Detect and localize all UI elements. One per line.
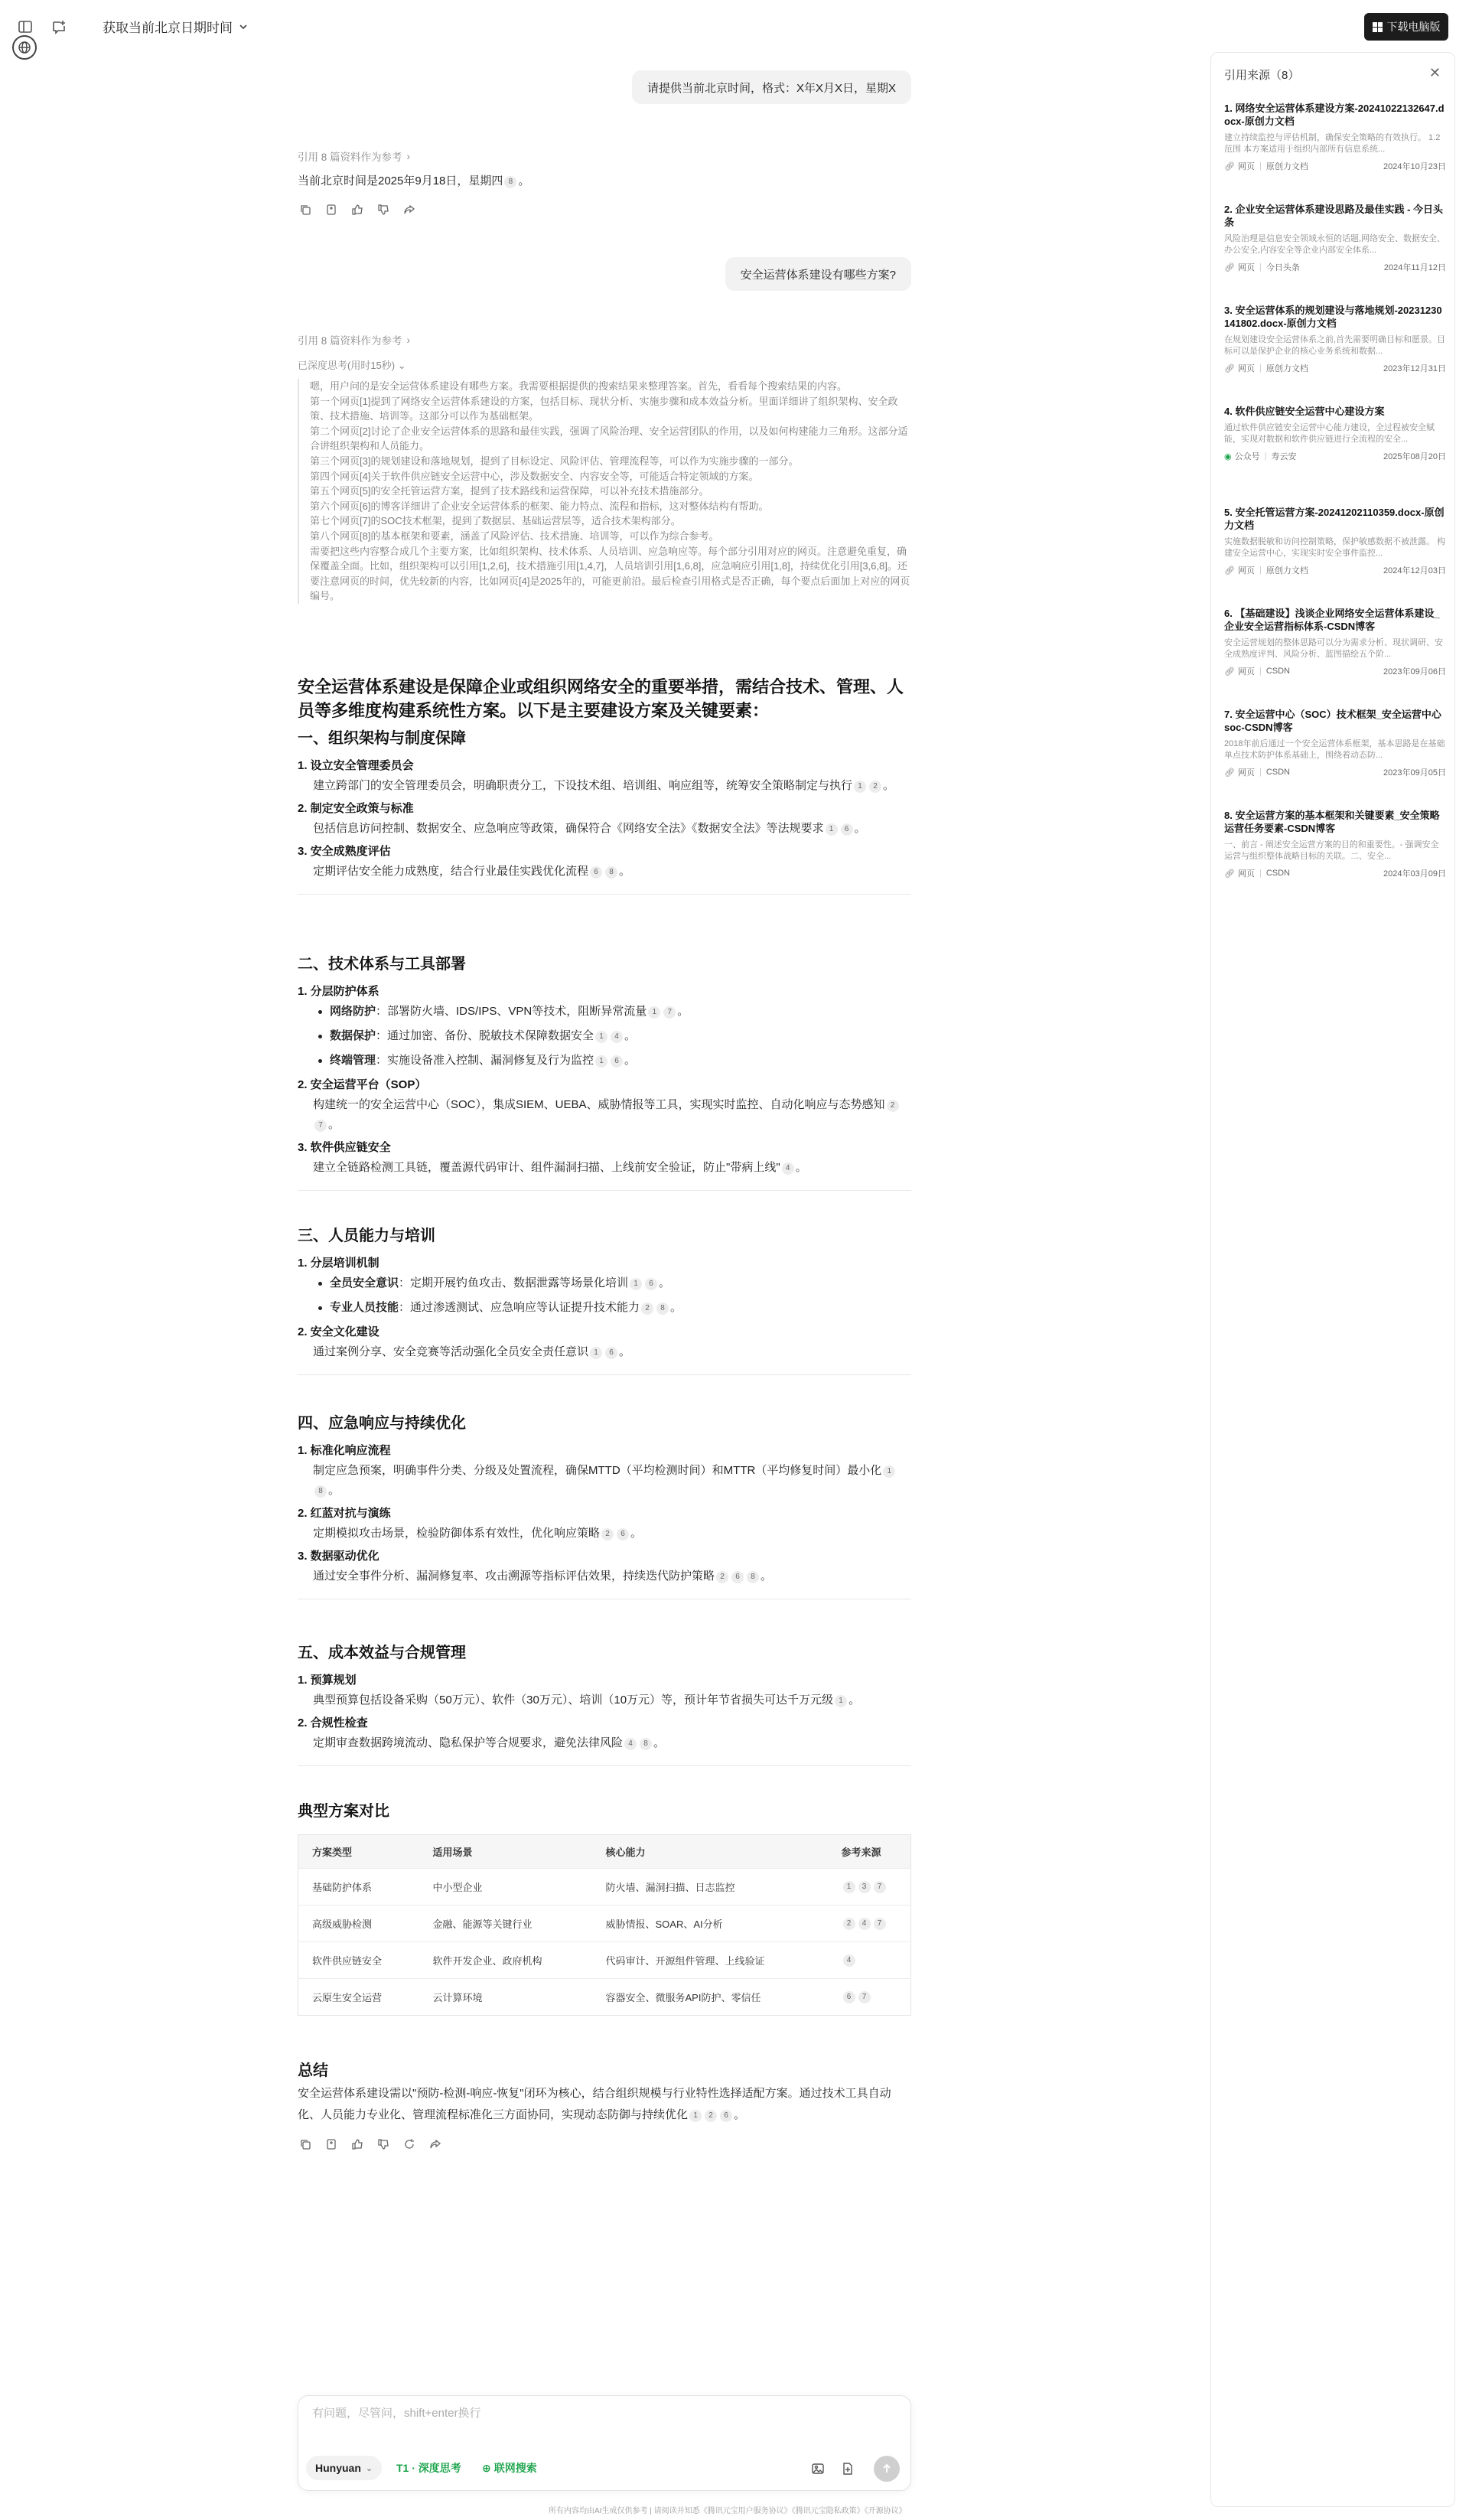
item-description: 建立全链路检测工具链，覆盖源代码审计、组件漏洞扫描、上线前安全验证，防止"带病上线" 4 。 bbox=[313, 1161, 807, 1174]
table-row bbox=[298, 1905, 911, 1942]
bullet-text: ：通过渗透测试、应急响应等认证提升技术能力 bbox=[399, 1301, 640, 1314]
source-meta: ◉ 公众号 | 寿云安 2025年08月20日 bbox=[1224, 452, 1446, 461]
copy-icon[interactable] bbox=[298, 2137, 313, 2152]
source-meta: 🔗︎ 网页 | 今日头条 2024年11月12日 bbox=[1224, 262, 1446, 272]
bullet-text: ：通过加密、备份、脱敏技术保障数据安全 bbox=[376, 1029, 594, 1042]
bullet-label: 专业人员技能 bbox=[330, 1301, 399, 1314]
source-item[interactable] bbox=[1224, 304, 1446, 374]
citation-badge[interactable]: 4 bbox=[611, 1031, 623, 1043]
bullet-label: 全员安全意识 bbox=[330, 1276, 399, 1289]
bullet-label: 终端管理 bbox=[330, 1054, 376, 1067]
item-title: 2. 制定安全政策与标准 bbox=[298, 802, 414, 815]
source-date: 2025年08月20日 bbox=[1383, 452, 1446, 461]
section-heading: 五、成本效益与合规管理 bbox=[298, 1645, 466, 1661]
thumbs-up-icon[interactable] bbox=[350, 202, 365, 217]
source-title[interactable]: 3. 安全运营体系的规划建设与落地规划-20231230141802.docx-原创力文档 bbox=[1224, 305, 1442, 329]
chevron-down-icon bbox=[239, 22, 248, 31]
source-meta: 🔗︎ 网页 | CSDN 2024年03月09日 bbox=[1224, 869, 1446, 879]
citation-badge[interactable]: 6 bbox=[720, 2110, 732, 2122]
image-upload-icon[interactable] bbox=[809, 2460, 826, 2477]
file-upload-icon[interactable] bbox=[839, 2460, 856, 2477]
source-site: CSDN bbox=[1265, 869, 1290, 878]
thumbs-down-icon[interactable] bbox=[376, 2137, 391, 2152]
comparison-table bbox=[298, 1834, 911, 2016]
source-snippet: 在规划建设安全运营体系之前,首先需要明确目标和愿景。目标可以是保护企业的核心业务系统和数据... bbox=[1224, 335, 1446, 356]
user-message-1: 请提供当前北京时间，格式：X年X月X日，星期X bbox=[632, 70, 911, 104]
citation-badge[interactable]: 6 bbox=[645, 1278, 657, 1290]
chevron-down-icon: ⌄ bbox=[397, 360, 406, 371]
citation-badge[interactable]: 2 bbox=[641, 1302, 653, 1315]
item-title: 1. 分层防护体系 bbox=[298, 985, 379, 998]
link-icon: 🔗︎ bbox=[1224, 768, 1235, 778]
citation-badge[interactable]: 6 bbox=[843, 1991, 855, 2003]
item-title: 2. 合规性检查 bbox=[298, 1716, 368, 1729]
bullet-text: ：部署防火墙、IDS/IPS、VPN等技术，阻断异常流量 bbox=[376, 1005, 647, 1018]
item-title: 2. 安全运营平台（SOP） bbox=[298, 1078, 427, 1091]
table-row bbox=[298, 1979, 911, 2016]
thinking-paragraph: 第六个网页[6]的博客详细讲了企业安全运营体系的框架、能力特点、流程和指标，这对整体结构有帮助。 bbox=[310, 500, 769, 512]
source-snippet: 一、前言 - 阐述安全运营方案的目的和重要性。- 强调安全运营与组织整体战略目标的关联。二、安全... bbox=[1224, 840, 1439, 861]
globe-icon[interactable] bbox=[12, 35, 37, 60]
close-icon[interactable]: ✕ bbox=[1428, 65, 1441, 80]
thumbs-up-icon[interactable] bbox=[350, 2137, 365, 2152]
source-type: 网页 bbox=[1237, 667, 1255, 676]
table-cell: 软件开发企业、政府机构 bbox=[419, 1942, 592, 1979]
citation-badge[interactable]: 8 bbox=[747, 1571, 759, 1583]
citation-badge[interactable]: 8 bbox=[605, 866, 617, 879]
citation-badge[interactable]: 2 bbox=[869, 781, 881, 793]
citation-badge[interactable]: 7 bbox=[874, 1918, 886, 1930]
source-date: 2023年09月05日 bbox=[1383, 768, 1446, 778]
table-cell bbox=[828, 1979, 911, 2016]
answer-1-text: 当前北京时间是2025年9月18日，星期四 bbox=[298, 174, 503, 187]
item-title: 3. 数据驱动优化 bbox=[298, 1550, 379, 1563]
table-header: 参考来源 bbox=[828, 1835, 911, 1869]
divider bbox=[298, 1374, 911, 1375]
table-row bbox=[298, 1869, 911, 1905]
bullet-label: 网络防护 bbox=[330, 1005, 376, 1018]
bullet-item: 数据保护：通过加密、备份、脱敏技术保障数据安全 1 4 。 bbox=[298, 1026, 911, 1046]
bookmark-icon[interactable] bbox=[324, 2137, 339, 2152]
share-icon[interactable] bbox=[402, 202, 417, 217]
table-title: 典型方案对比 bbox=[298, 1803, 389, 1820]
source-snippet: 通过软件供应链安全运营中心能力建设，全过程被安全赋能，实现对数据和软件供应链进行全流程的安全... bbox=[1224, 423, 1435, 444]
item-description-text: 通过案例分享、安全竞赛等活动强化全员安全责任意识 bbox=[313, 1345, 589, 1358]
source-date: 2023年09月06日 bbox=[1383, 667, 1446, 676]
table-cell: 软件供应链安全 bbox=[298, 1942, 419, 1979]
source-meta: 🔗︎ 网页 | 原创力文档 2023年12月31日 bbox=[1224, 363, 1446, 373]
bullet-item: 专业人员技能：通过渗透测试、应急响应等认证提升技术能力 2 8 。 bbox=[298, 1298, 911, 1318]
source-date: 2023年12月31日 bbox=[1383, 364, 1446, 373]
references-toggle-1[interactable] bbox=[298, 148, 410, 164]
summary-text: 安全运营体系建设需以"预防-检测-响应-恢复"闭环为核心，结合组织规模与行业特性选择适配方案。通过技术工具自动化、人员能力专业化、管理流程标准化三方面协同，实现动态防御与持续优化 1 2 6 。 bbox=[298, 2087, 891, 2121]
citation-badge[interactable]: 2 bbox=[716, 1571, 728, 1583]
citation-badge[interactable]: 1 bbox=[590, 1347, 602, 1359]
item-description-text: 制定应急预案，明确事件分类、分级及处置流程，确保MTTD（平均检测时间）和MTTR（平均修复时间）最小化 bbox=[313, 1464, 882, 1477]
source-site: 今日头条 bbox=[1265, 263, 1300, 272]
item-title: 3. 软件供应链安全 bbox=[298, 1141, 391, 1154]
source-item[interactable] bbox=[1224, 809, 1446, 879]
source-date: 2024年12月03日 bbox=[1383, 566, 1446, 575]
bullet-text: ：定期开展钓鱼攻击、数据泄露等场景化培训 bbox=[399, 1276, 629, 1289]
citation-badge[interactable]: 2 bbox=[887, 1100, 899, 1112]
source-date: 2024年11月12日 bbox=[1383, 263, 1446, 272]
source-snippet: 实施数据脱敏和访问控制策略，保护敏感数据不被泄露。 构建安全运营中心，实现实时安全事件监控... bbox=[1224, 537, 1446, 558]
answer-section bbox=[298, 1224, 911, 1375]
footer-disclaimer: 所有内容均由AI生成仅供参考 | 请阅读并知悉《腾讯元宝用户服务协议》《腾讯元宝隐私政策》《开源协议》 bbox=[549, 2507, 907, 2515]
source-type: 网页 bbox=[1237, 364, 1255, 373]
citation-badge[interactable]: 2 bbox=[601, 1528, 614, 1540]
section-heading: 一、组织架构与制度保障 bbox=[298, 730, 466, 747]
model-selector[interactable] bbox=[306, 2456, 382, 2480]
send-button[interactable] bbox=[874, 2456, 900, 2482]
thinking-paragraph: 嗯，用户问的是安全运营体系建设有哪些方案。我需要根据提供的搜索结果来整理答案。首先，看看每个搜索结果的内容。 bbox=[310, 380, 848, 392]
table-cell bbox=[828, 1905, 911, 1942]
item-description: 定期模拟攻击场景，检验防御体系有效性，优化响应策略 2 6 。 bbox=[313, 1527, 643, 1540]
citation-badge[interactable]: 8 bbox=[504, 176, 516, 188]
thumbs-down-icon[interactable] bbox=[376, 202, 391, 217]
table-row bbox=[298, 1942, 911, 1979]
thinking-paragraph: 需要把这些内容整合成几个主要方案，比如组织架构、技术体系、人员培训、应急响应等。每个部分引用对应的网页。注意避免重复，确保覆盖全面。比如，组织架构可以引用[1,2,6]，技术措施引用[1,4,7]，人员培训引用[1,6,8]，应急响应引用[1,8]，持续优化引用[3,6,8]。还要注意网页的时间，优先较新的内容，比如网页[4]是2025年的，可能更前沿。最后检查引用格式是否正确，每个要点后面加上对应的网页编号。 bbox=[310, 545, 910, 602]
references-text: 引用 8 篇资料作为参考 bbox=[298, 152, 402, 163]
chevron-right-icon: › bbox=[406, 150, 411, 162]
thinking-content bbox=[298, 379, 911, 604]
download-desktop-button[interactable] bbox=[1364, 13, 1448, 41]
table-cell: 容器安全、微服务API防护、零信任 bbox=[592, 1979, 828, 2016]
answer-section bbox=[298, 1412, 911, 1599]
table-cell bbox=[828, 1869, 911, 1905]
link-icon: 🔗︎ bbox=[1224, 667, 1235, 676]
table-cell: 基础防护体系 bbox=[298, 1869, 419, 1905]
citation-badge[interactable]: 7 bbox=[858, 1991, 871, 2003]
item-description-text: 定期模拟攻击场景，检验防御体系有效性，优化响应策略 bbox=[313, 1527, 601, 1540]
item-description: 典型预算包括设备采购（50万元）、软件（30万元）、培训（10万元）等，预计年节省损失可达千万元级 1 。 bbox=[313, 1694, 861, 1707]
bookmark-icon[interactable] bbox=[324, 202, 339, 217]
item-description-text: 典型预算包括设备采购（50万元）、软件（30万元）、培训（10万元）等，预计年节省损失可达千万元级 bbox=[313, 1694, 834, 1707]
link-icon: 🔗︎ bbox=[1224, 566, 1235, 575]
item-description: 定期评估安全能力成熟度，结合行业最佳实践优化流程 6 8 。 bbox=[313, 865, 631, 878]
sources-panel bbox=[1210, 52, 1455, 2507]
chat-input-box bbox=[298, 2395, 911, 2491]
top-bar bbox=[0, 0, 1469, 54]
citation-badge[interactable]: 6 bbox=[731, 1571, 744, 1583]
conversation-title-text: 获取当前北京日期时间 bbox=[103, 21, 233, 35]
item-description-text: 定期审查数据跨境流动、隐私保护等合规要求，避免法律风险 bbox=[313, 1736, 624, 1749]
conversation-title[interactable] bbox=[103, 17, 248, 36]
bullet-item: 全员安全意识：定期开展钓鱼攻击、数据泄露等场景化培训 1 6 。 bbox=[298, 1273, 911, 1293]
web-search-label: 联网搜索 bbox=[493, 2462, 537, 2474]
source-snippet: 安全运营规划的整体思路可以分为需求分析、现状调研、安全成熟度评判、风险分析、蓝图描绘五个阶... bbox=[1224, 638, 1443, 659]
answer-section bbox=[298, 953, 911, 1191]
citation-badge[interactable]: 8 bbox=[640, 1738, 652, 1750]
section-heading: 二、技术体系与工具部署 bbox=[298, 956, 466, 973]
source-site: 寿云安 bbox=[1271, 452, 1297, 461]
deep-thinking-toggle[interactable] bbox=[298, 357, 406, 372]
citation-badge[interactable]: 8 bbox=[314, 1485, 327, 1498]
citation-badge[interactable]: 6 bbox=[590, 866, 602, 879]
sources-panel-title: 引用来源（8） bbox=[1224, 69, 1300, 82]
link-icon: 🔗︎ bbox=[1224, 161, 1235, 171]
source-date: 2024年10月23日 bbox=[1383, 162, 1446, 171]
source-item[interactable] bbox=[1224, 506, 1446, 576]
references-toggle-2[interactable] bbox=[298, 332, 410, 347]
source-item[interactable] bbox=[1224, 203, 1446, 273]
source-title[interactable]: 6. 【基础建设】浅谈企业网络安全运营体系建设_企业安全运营指标体系-CSDN博客 bbox=[1224, 608, 1440, 632]
source-site: 原创力文档 bbox=[1265, 566, 1308, 575]
citation-badge[interactable]: 6 bbox=[611, 1055, 623, 1068]
bullet-label: 数据保护 bbox=[330, 1029, 376, 1042]
thinking-paragraph: 第一个网页[1]提到了网络安全运营体系建设的方案，包括目标、现状分析、实施步骤和成本效益分析。里面详细讲了组织架构、安全政策、技术措施、培训等。这部分可以作为基础框架。 bbox=[310, 395, 898, 422]
source-snippet: 风险治理是信息安全领域永恒的话题,网络安全、数据安全、办公安全,内容安全等企业内部安全体系... bbox=[1224, 234, 1446, 255]
item-title: 3. 安全成熟度评估 bbox=[298, 845, 391, 858]
deep-think-toggle[interactable]: T1 · 深度思考 bbox=[396, 2462, 461, 2474]
source-title[interactable]: 2. 企业安全运营体系建设思路及最佳实践 - 今日头条 bbox=[1224, 204, 1444, 228]
item-title: 1. 分层培训机制 bbox=[298, 1257, 379, 1270]
table-cell: 金融、能源等关键行业 bbox=[419, 1905, 592, 1942]
item-description: 建立跨部门的安全管理委员会，明确职责分工，下设技术组、培训组、响应组等，统筹安全策略制定与执行 1 2 。 bbox=[313, 779, 895, 792]
table-header: 适用场景 bbox=[419, 1835, 592, 1869]
chat-input[interactable] bbox=[312, 2407, 894, 2420]
item-description-text: 包括信息访问控制、数据安全、应急响应等政策，确保符合《网络安全法》《数据安全法》等法规要求 bbox=[313, 822, 824, 835]
source-title[interactable]: 5. 安全托管运营方案-20241202110359.docx-原创力文档 bbox=[1224, 507, 1445, 531]
message-actions-2 bbox=[298, 2137, 443, 2152]
answer-heading: 安全运营体系建设是保障企业或组织网络安全的重要举措，需结合技术、管理、人员等多维度构建系统性方案。以下是主要建设方案及关键要素： bbox=[298, 677, 904, 720]
section-heading: 三、人员能力与培训 bbox=[298, 1227, 435, 1244]
thinking-paragraph: 第二个网页[2]讨论了企业安全运营体系的思路和最佳实践，强调了风险治理、安全运营团队的作用，以及如何构建能力三角形。这部分适合讲组织架构和人员能力。 bbox=[310, 425, 908, 452]
citation-badge[interactable]: 1 bbox=[689, 2110, 702, 2122]
citation-badge[interactable]: 7 bbox=[314, 1120, 327, 1132]
chevron-right-icon: › bbox=[406, 334, 411, 346]
answer-section bbox=[298, 1641, 911, 1766]
citation-badge[interactable]: 1 bbox=[826, 823, 838, 836]
thinking-paragraph: 第五个网页[5]的安全托管运营方案，提到了技术路线和运营保障，可以补充技术措施部分。 bbox=[310, 485, 709, 497]
answer-section bbox=[298, 727, 911, 895]
source-item[interactable] bbox=[1224, 607, 1446, 677]
link-icon: 🔗︎ bbox=[1224, 363, 1235, 373]
web-search-icon: ⊕ bbox=[482, 2461, 491, 2474]
citation-badge[interactable]: 1 bbox=[648, 1006, 660, 1019]
citation-badge[interactable]: 6 bbox=[841, 823, 853, 836]
new-chat-icon[interactable] bbox=[47, 15, 70, 38]
table-cell: 防火墙、漏洞扫描、日志监控 bbox=[592, 1869, 828, 1905]
web-search-toggle[interactable] bbox=[482, 2460, 537, 2476]
table-header: 核心能力 bbox=[592, 1835, 828, 1869]
source-item[interactable] bbox=[1224, 102, 1446, 172]
item-title: 2. 安全文化建设 bbox=[298, 1325, 379, 1338]
citation-badge[interactable]: 4 bbox=[843, 1954, 855, 1967]
item-title: 1. 标准化响应流程 bbox=[298, 1444, 391, 1457]
citation-badge[interactable]: 1 bbox=[883, 1465, 895, 1478]
thinking-paragraph: 第三个网页[3]的规划建设和落地规划，提到了目标设定、风险评估、管理流程等，可以作为实施步骤的一部分。 bbox=[310, 455, 799, 467]
citation-badge[interactable]: 8 bbox=[656, 1302, 669, 1315]
section-heading: 四、应急响应与持续优化 bbox=[298, 1415, 466, 1432]
chevron-down-icon: ⌄ bbox=[365, 2463, 373, 2473]
source-title[interactable]: 4. 软件供应链安全运营中心建设方案 bbox=[1224, 406, 1385, 417]
item-description: 通过案例分享、安全竞赛等活动强化全员安全责任意识 1 6 。 bbox=[313, 1345, 631, 1358]
link-icon: 🔗︎ bbox=[1224, 262, 1235, 272]
regenerate-icon[interactable] bbox=[402, 2137, 417, 2152]
thinking-paragraph: 第八个网页[8]的基本框架和要素，涵盖了风险评估、技术措施、培训等，可以作为综合参考。 bbox=[310, 530, 719, 542]
thinking-paragraph: 第七个网页[7]的SOC技术框架，提到了数据层、基础运营层等，适合技术架构部分。 bbox=[310, 515, 681, 527]
download-label: 下载电脑版 bbox=[1386, 21, 1441, 33]
citation-badge[interactable]: 2 bbox=[843, 1918, 855, 1930]
summary-body: 安全运营体系建设需以"预防-检测-响应-恢复"闭环为核心，结合组织规模与行业特性选择适配方案。通过技术工具自动化、人员能力专业化、管理流程标准化三方面协同，实现动态防御与持续优化 bbox=[298, 2087, 891, 2121]
summary-title: 总结 bbox=[298, 2062, 328, 2079]
source-item[interactable] bbox=[1224, 708, 1446, 778]
source-type: 网页 bbox=[1237, 263, 1255, 272]
divider bbox=[298, 894, 911, 895]
citation-badge[interactable]: 2 bbox=[705, 2110, 717, 2122]
citation-badge[interactable]: 3 bbox=[858, 1881, 871, 1893]
citation-badge[interactable]: 1 bbox=[595, 1031, 607, 1043]
source-item[interactable] bbox=[1224, 405, 1446, 462]
source-site: CSDN bbox=[1265, 667, 1290, 676]
model-name: Hunyuan bbox=[315, 2462, 361, 2474]
source-type: 公众号 bbox=[1234, 452, 1260, 461]
link-icon: 🔗︎ bbox=[1224, 869, 1235, 879]
windows-icon bbox=[1373, 22, 1383, 32]
bullet-item: 终端管理：实施设备准入控制、漏洞修复及行为监控 1 6 。 bbox=[298, 1051, 911, 1071]
source-site: 原创力文档 bbox=[1265, 364, 1308, 373]
source-type: 网页 bbox=[1237, 869, 1255, 879]
bullet-item: 网络防护：部署防火墙、IDS/IPS、VPN等技术，阻断异常流量 1 7 。 bbox=[298, 1002, 911, 1022]
citation-badge[interactable]: 1 bbox=[595, 1055, 607, 1068]
source-site: 原创力文档 bbox=[1265, 162, 1308, 171]
table-cell: 代码审计、开源组件管理、上线验证 bbox=[592, 1942, 828, 1979]
item-title: 1. 预算规划 bbox=[298, 1674, 357, 1687]
table-cell bbox=[828, 1942, 911, 1979]
item-description-text: 建立跨部门的安全管理委员会，明确职责分工，下设技术组、培训组、响应组等，统筹安全策略制定与执行 bbox=[313, 779, 853, 792]
item-description-text: 通过安全事件分析、漏洞修复率、攻击溯源等指标评估效果，持续迭代防护策略 bbox=[313, 1570, 715, 1583]
table-cell: 威胁情报、SOAR、AI分析 bbox=[592, 1905, 828, 1942]
source-meta: 🔗︎ 网页 | 原创力文档 2024年10月23日 bbox=[1224, 161, 1446, 171]
citation-badge[interactable]: 1 bbox=[843, 1881, 855, 1893]
source-title[interactable]: 1. 网络安全运营体系建设方案-20241022132647.docx-原创力文档 bbox=[1224, 103, 1445, 127]
bullet-text: ：实施设备准入控制、漏洞修复及行为监控 bbox=[376, 1054, 594, 1067]
table-cell: 云计算环境 bbox=[419, 1979, 592, 2016]
table-cell: 中小型企业 bbox=[419, 1869, 592, 1905]
source-snippet: 2018年前后通过一个安全运营体系框架，基本思路是在基础单点技术防护体系基础上，围绕着动态防... bbox=[1224, 739, 1445, 760]
table-cell: 高级威胁检测 bbox=[298, 1905, 419, 1942]
item-title: 2. 红蓝对抗与演练 bbox=[298, 1507, 391, 1520]
source-meta: 🔗︎ 网页 | CSDN 2023年09月06日 bbox=[1224, 667, 1446, 676]
divider bbox=[298, 1190, 911, 1191]
item-description: 定期审查数据跨境流动、隐私保护等合规要求，避免法律风险 4 8 。 bbox=[313, 1736, 666, 1749]
source-type: 网页 bbox=[1237, 162, 1255, 171]
citation-badge[interactable]: 4 bbox=[858, 1918, 871, 1930]
citation-badge[interactable]: 1 bbox=[835, 1695, 847, 1707]
source-title[interactable]: 7. 安全运营中心（SOC）技术框架_安全运营中心 soc-CSDN博客 bbox=[1224, 709, 1441, 733]
message-actions-1 bbox=[298, 202, 417, 217]
copy-icon[interactable] bbox=[298, 202, 313, 217]
citation-badge[interactable]: 1 bbox=[630, 1278, 642, 1290]
source-type: 网页 bbox=[1237, 566, 1255, 575]
item-description: 包括信息访问控制、数据安全、应急响应等政策，确保符合《网络安全法》《数据安全法》等法规要求 1 6 。 bbox=[313, 822, 866, 835]
source-site: CSDN bbox=[1265, 768, 1290, 777]
wechat-icon: ◉ bbox=[1224, 452, 1232, 461]
table-header: 方案类型 bbox=[298, 1835, 419, 1869]
arrow-up-icon bbox=[881, 2463, 893, 2475]
share-icon[interactable] bbox=[428, 2137, 443, 2152]
source-meta: 🔗︎ 网页 | 原创力文档 2024年12月03日 bbox=[1224, 566, 1446, 575]
item-description-text: 建立全链路检测工具链，覆盖源代码审计、组件漏洞扫描、上线前安全验证，防止"带病上线" bbox=[313, 1161, 780, 1174]
item-description: 构建统一的安全运营中心（SOC），集成SIEM、UEBA、威胁情报等工具，实现实时监控、自动化响应与态势感知 27 。 bbox=[298, 1095, 911, 1135]
source-type: 网页 bbox=[1237, 768, 1255, 778]
answer-1: 当前北京时间是2025年9月18日，星期四 8 。 bbox=[298, 174, 530, 187]
divider bbox=[298, 1765, 911, 1766]
item-title: 1. 设立安全管理委员会 bbox=[298, 759, 414, 772]
item-description: 制定应急预案，明确事件分类、分级及处置流程，确保MTTD（平均检测时间）和MTTR（平均修复时间）最小化 18 。 bbox=[298, 1461, 911, 1501]
citation-badge[interactable]: 7 bbox=[663, 1006, 676, 1019]
references-text: 引用 8 篇资料作为参考 bbox=[298, 335, 402, 347]
thinking-paragraph: 第四个网页[4]关于软件供应链安全运营中心，涉及数据安全、内容安全等，可能适合特定领域的方案。 bbox=[310, 470, 759, 482]
citation-badge[interactable]: 1 bbox=[854, 781, 866, 793]
source-meta: 🔗︎ 网页 | CSDN 2023年09月05日 bbox=[1224, 768, 1446, 778]
source-title[interactable]: 8. 安全运营方案的基本框架和关键要素_安全策略运营任务要素-CSDN博客 bbox=[1224, 810, 1440, 834]
item-description: 通过安全事件分析、漏洞修复率、攻击溯源等指标评估效果，持续迭代防护策略 2 6 8 。 bbox=[313, 1570, 773, 1583]
citation-badge[interactable]: 4 bbox=[782, 1162, 794, 1175]
citation-badge[interactable]: 6 bbox=[605, 1347, 617, 1359]
user-message-2: 安全运营体系建设有哪些方案? bbox=[725, 257, 911, 291]
item-description-text: 定期评估安全能力成熟度，结合行业最佳实践优化流程 bbox=[313, 865, 589, 878]
citation-badge[interactable]: 4 bbox=[624, 1738, 637, 1750]
table-cell: 云原生安全运营 bbox=[298, 1979, 419, 2016]
deep-thinking-label: 已深度思考(用时15秒) bbox=[298, 360, 396, 371]
citation-badge[interactable]: 6 bbox=[617, 1528, 629, 1540]
source-snippet: 建立持续监控与评估机制，确保安全策略的有效执行。 1.2范围 本方案适用于组织内部所有信息系统... bbox=[1224, 133, 1441, 154]
citation-badge[interactable]: 7 bbox=[874, 1881, 886, 1893]
item-description-text: 构建统一的安全运营中心（SOC），集成SIEM、UEBA、威胁情报等工具，实现实时监控、自动化响应与态势感知 bbox=[313, 1098, 885, 1111]
source-date: 2024年03月09日 bbox=[1383, 869, 1446, 879]
